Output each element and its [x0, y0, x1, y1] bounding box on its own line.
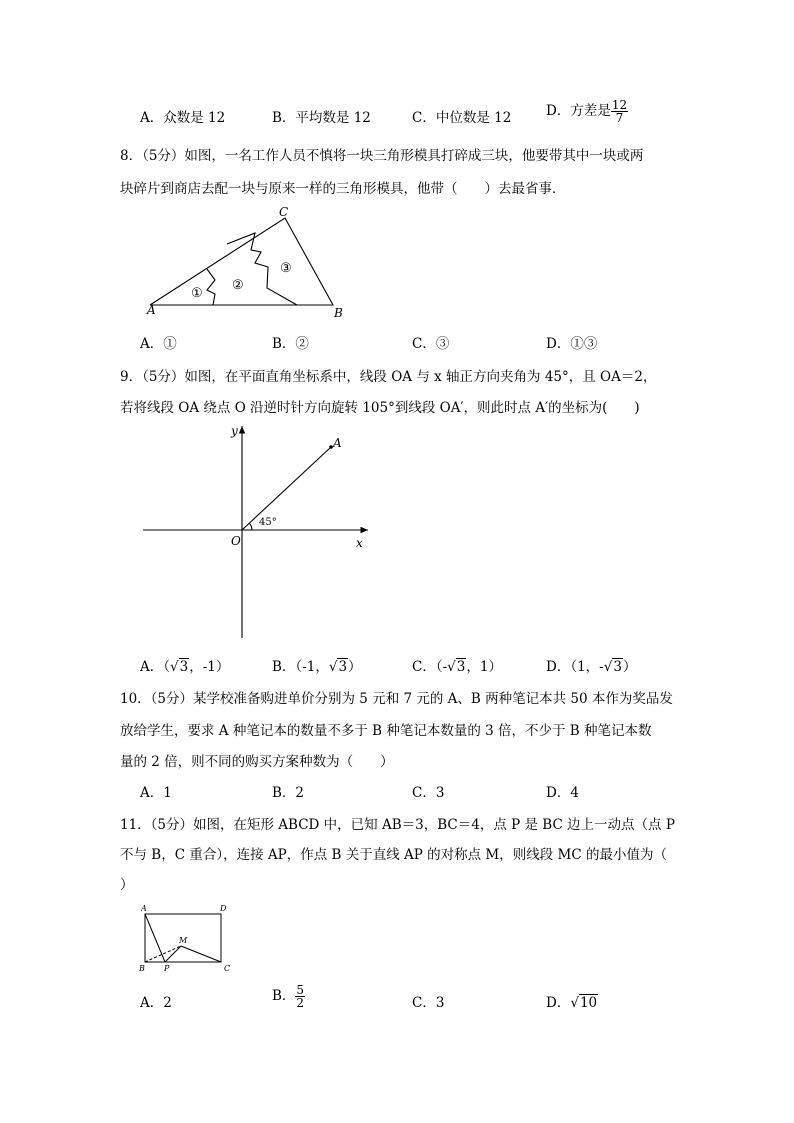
q10-option-a: A．1 — [140, 785, 172, 801]
q11-text-line-1: 11．（5分）如图，在矩形 ABCD 中，已知 AB＝3，BC＝4，点 P 是 BC 边上一动点（点 P — [120, 817, 675, 833]
q11-segment-bm — [145, 946, 181, 962]
q7-fraction-denominator: 7 — [615, 111, 624, 125]
q10-option-b: B．2 — [272, 785, 305, 801]
q10-text-line-2: 放给学生，要求 A 种笔记本的数量不多于 B 种笔记本数量的 3 倍，不少于 B 种笔记本数 — [120, 723, 652, 739]
q11-option-a: A．2 — [140, 995, 172, 1011]
q11-option-d: D．√10 — [546, 995, 598, 1011]
q11-option-d-prefix: D． — [546, 995, 571, 1011]
q8-piece-3-label: ③ — [280, 261, 292, 276]
q9-angle-label: 45° — [259, 517, 277, 528]
q7-fraction — [611, 99, 628, 124]
q10-option-d: D．4 — [546, 785, 579, 801]
q11-segment-ap — [145, 914, 165, 962]
q11-label-b: B — [139, 964, 145, 973]
q9-text-line-2: 若将线段 OA 绕点 O 沿逆时针方向旋转 105°到线段 OA′，则此时点 A′的坐标为( ) — [120, 400, 640, 416]
q8-text-line-2: 块碎片到商店去配一块与原来一样的三角形模具，他带（ ）去最省事． — [120, 181, 566, 197]
q7-option-d-prefix: D．方差是 — [546, 103, 611, 119]
q8-option-a: A．① — [140, 336, 177, 352]
q11-option-c: C．3 — [412, 995, 445, 1011]
q9-option-d-pre: D．（1，- — [546, 659, 604, 675]
q9-option-d-post: ） — [622, 659, 637, 675]
q10-text-line-1: 10．（5分）某学校准备购进单价分别为 5 元和 7 元的 A、B 两种笔记本共 50 本作为奖品发 — [120, 691, 673, 707]
q9-option-c-radicand: 3 — [456, 659, 466, 675]
q11-fraction — [295, 984, 305, 1009]
q8-label-a: A — [147, 303, 156, 317]
q9-y-label: y — [231, 424, 238, 438]
q9-x-label: x — [356, 536, 363, 550]
q9-option-a-pre: A．（ — [140, 659, 170, 675]
q11-option-b — [272, 984, 305, 1009]
q9-coordinate-figure — [138, 420, 378, 642]
q8-piece-2-label: ② — [232, 278, 244, 293]
q9-option-c: C．（-√3，1） — [412, 659, 502, 675]
q8-option-b: B．② — [272, 336, 309, 352]
q11-segment-mc — [181, 946, 221, 962]
q11-label-p: P — [164, 964, 170, 973]
q8-piece-1-label: ① — [191, 286, 203, 301]
q11-rectangle-figure — [134, 900, 244, 975]
q11-text-line-2: 不与 B，C 重合），连接 AP，作点 B 关于直线 AP 的对称点 M，则线段 MC 的最小值为（ — [120, 847, 667, 863]
q9-angle-arc — [249, 523, 252, 530]
q9-option-d-radicand: 3 — [613, 659, 622, 675]
q11-label-c: C — [224, 964, 231, 973]
q11-fraction-denominator: 2 — [296, 996, 305, 1010]
q9-segment-oa — [242, 447, 331, 530]
q8-text-line-1: 8．（5分）如图，一名工作人员不慎将一块三角形模具打碎成三块，他要带其中一块或两 — [120, 148, 644, 164]
q9-option-b-radicand: 3 — [338, 659, 348, 675]
q8-triangle-figure — [135, 200, 355, 325]
q9-origin-label: O — [231, 534, 241, 548]
q9-a-label: A — [333, 436, 342, 450]
q8-label-b: B — [334, 306, 343, 320]
q9-option-a-post: ，-1） — [189, 659, 230, 675]
q10-option-c: C．3 — [412, 785, 445, 801]
q7-option-c: C．中位数是 12 — [412, 110, 512, 126]
q8-option-c: C．③ — [412, 336, 450, 352]
q7-option-a: A．众数是 12 — [140, 110, 226, 126]
q8-option-d: D．①③ — [546, 336, 598, 352]
q9-text-line-1: 9．（5分）如图，在平面直角坐标系中，线段 OA 与 x 轴正方向夹角为 45°，且 OA＝2， — [120, 369, 657, 385]
q9-option-b: B．（-1，√3） — [272, 659, 362, 675]
q7-fraction-numerator: 12 — [611, 98, 628, 112]
q11-option-d-radicand: 10 — [579, 995, 598, 1011]
q9-option-b-pre: B．（-1， — [272, 659, 329, 675]
q11-segment-pm — [165, 946, 181, 962]
q9-option-a-radicand: 3 — [179, 659, 189, 675]
q10-text-line-3: 量的 2 倍，则不同的购买方案种数为（ ） — [120, 754, 394, 770]
q9-option-b-post: ） — [348, 659, 362, 675]
q7-option-b: B．平均数是 12 — [272, 110, 371, 126]
q8-label-c: C — [279, 205, 289, 219]
q9-option-a: A．（√3，-1） — [140, 659, 230, 675]
q9-option-d: D．（1，-√3） — [546, 659, 637, 675]
q9-option-c-post: ，1） — [466, 659, 502, 675]
q11-label-m: M — [179, 936, 188, 945]
q7-option-d — [546, 99, 628, 124]
q11-text-line-3: ） — [120, 877, 134, 893]
q11-fraction-numerator: 5 — [296, 983, 305, 997]
q11-label-a: A — [141, 904, 147, 913]
q11-label-d: D — [220, 904, 227, 913]
q11-option-b-prefix: B． — [272, 988, 296, 1004]
q8-crack-1 — [207, 269, 215, 305]
q9-option-c-pre: C．（- — [412, 659, 448, 675]
